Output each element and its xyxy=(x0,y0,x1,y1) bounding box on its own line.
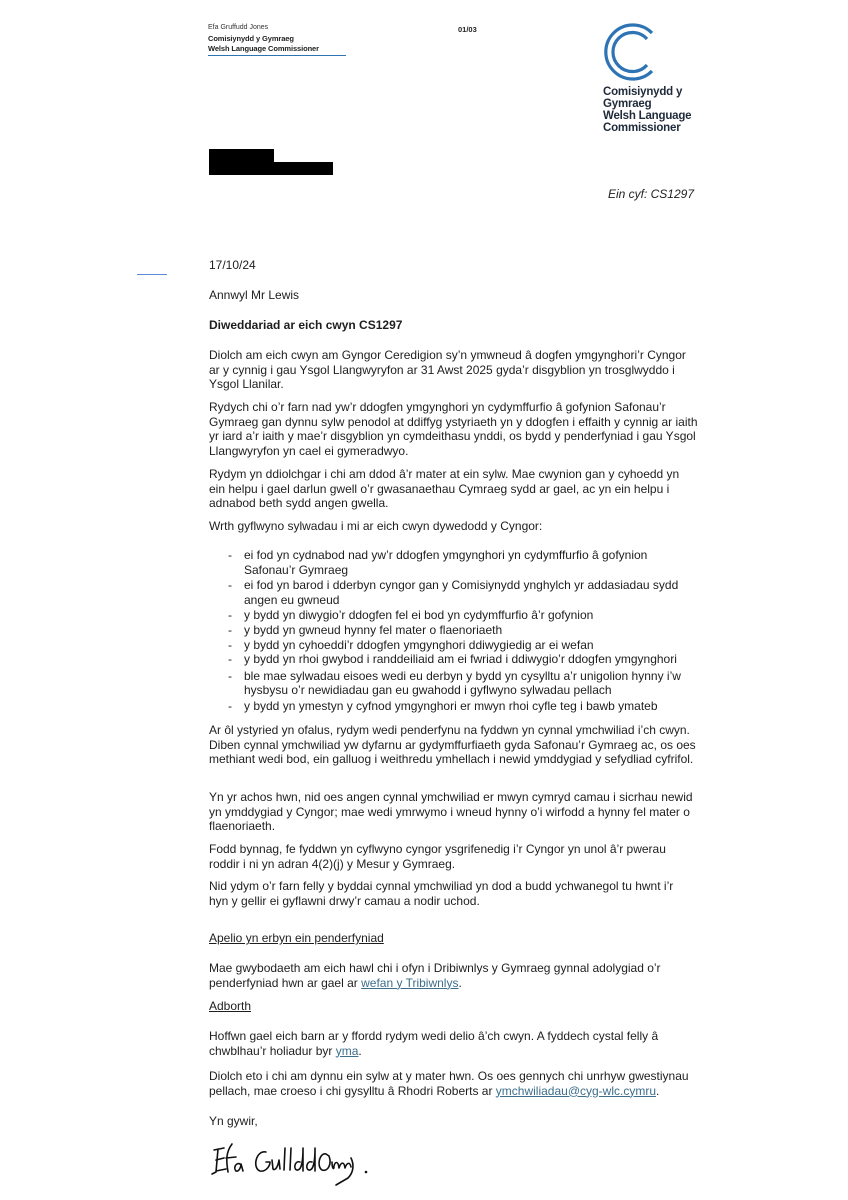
paragraph-intro: Diolch am eich cwyn am Gyngor Ceredigion sy’n ymwneud â dogfen ymgynghori’r Cyngor ar y cynnig i gau Ysgol Llangwyryfon ar 31 Awst 2025 gyda’r disgyblion yn trosglwyddo i Ysgol Llanilar. xyxy=(209,348,686,392)
dash-bullet: - xyxy=(228,652,232,667)
feedback-heading: Adborth xyxy=(209,999,252,1013)
list-item: - y bydd yn diwygio’r ddogfen fel ei bod yn cydymffurfio â’r gofynion xyxy=(228,608,594,623)
paragraph-decision: Ar ôl ystyried yn ofalus, rydym wedi penderfynu na fyddwn yn cynnal ymchwiliad i’ch cwyn. Diben cynnal ymchwiliad yw dyfarnu ar gydymffurfiaeth gyda Safonau’r Gymraeg ac, os oes methiant wedi bod, ein galluog i weithredu ymhellach i newid ymddygiad y sefydliad cyfrifol. xyxy=(209,723,696,767)
redacted-recipient-name xyxy=(209,149,274,162)
logo-line: Welsh Language xyxy=(603,110,692,122)
paragraph-written-advice: Fodd bynnag, fe fyddwn yn cyflwyno cyngor ysgrifenedig i’r Cyngor yn unol â’r pwerau roddir i ni yn adran 4(2)(j) y Mesur y Gymraeg. xyxy=(209,842,666,871)
redacted-recipient-address xyxy=(209,162,333,175)
list-item: - y bydd yn ymestyn y cyfnod ymgynghori er mwyn rhoi cyfle teg i bawb ymateb xyxy=(228,698,658,713)
dash-bullet: - xyxy=(228,622,232,637)
list-item: - ble mae sylwadau eisoes wedi eu derbyn y bydd yn cysylltu a’r unigolion hynny i’w hysbysu o’r newidiadau gan eu gwahodd i gyflwyno sylwadau pellach xyxy=(228,668,681,698)
paragraph-thanks: Rydym yn ddiolchgar i chi am ddod â’r mater at ein sylw. Mae cwynion gan y cyhoedd yn ein helpu i gael darlun gwell o’r gwasanaethau Cymraeg sydd ar gael, ac yn ein helpu i adnabod beth sydd angen gwella. xyxy=(209,467,680,511)
logo-wordmark xyxy=(603,86,691,134)
list-item: - ei fod yn barod i dderbyn cyngor gan y Comisiynydd ynghylch yr addasiadau sydd angen eu gwneud xyxy=(228,578,679,607)
logo-line: Gymraeg xyxy=(603,98,652,110)
letter-date: 17/10/24 xyxy=(209,258,256,272)
org-name-welsh: Comisiynydd y Gymraeg xyxy=(208,34,294,43)
header-divider xyxy=(208,55,346,56)
logo-line: Commissioner xyxy=(603,122,681,134)
paragraph-complaint-summary: Rydych chi o’r farn nad yw’r ddogfen ymgynghori yn cydymffurfio â gofynion Safonau’r Gymraeg gan dynnu sylw penodol at ddiffyg ystyriaeth yn y ddogfen i effaith y cynnig ar iaith yr iard a’r iaith y mae’r disgyblion yn cymdeithasu ynddi, os bydd y penderfyniad i gau Ysgol Llangwyryfon yn cael ei gymeradwyo. xyxy=(209,400,698,458)
paragraph-no-further-benefit: Nid ydym o’r farn felly y byddai cynnal ymchwiliad yn dod a budd ychwanegol tu hwnt i’r hyn y gellir ei gyflawni drwy’r camau a nodir uchod. xyxy=(209,879,674,908)
council-points-list xyxy=(209,548,684,714)
dash-bullet: - xyxy=(228,548,232,562)
page-number: 01/03 xyxy=(458,25,477,34)
sign-off: Yn gywir, xyxy=(209,1114,258,1128)
logo-line: Comisiynydd y xyxy=(603,86,683,98)
survey-link[interactable]: yma xyxy=(335,1043,359,1058)
dash-bullet: - xyxy=(228,698,232,713)
tribunal-website-link[interactable]: wefan y Tribiwnlys xyxy=(361,975,459,990)
dash-bullet: - xyxy=(228,668,232,683)
list-item: - y bydd yn gwneud hynny fel mater o flaenoriaeth xyxy=(228,622,503,637)
paragraph-council-response-intro: Wrth gyflwyno sylwadau i mi ar eich cwyn dywedodd y Cyngor: xyxy=(209,519,543,533)
handwritten-signature-icon xyxy=(208,1138,378,1193)
paragraph-appeal: Mae gwybodaeth am eich hawl chi i ofyn i Dribiwnlys y Gymraeg gynnal adolygiad o’r penderfyniad hwn ar gael ar wefan y Tribiwnlys. xyxy=(209,961,661,990)
email-link[interactable]: ymchwiliadau@cyg-wlc.cymru xyxy=(495,1083,657,1098)
list-item: - ei fod yn cydnabod nad yw’r ddogfen ymgynghori yn cydymffurfio â gofynion Safonau’r Gymraeg xyxy=(228,548,648,577)
paragraph-reasoning: Yn yr achos hwn, nid oes angen cynnal ymchwiliad er mwyn cymryd camau i sicrhau newid yn ymddygiad y Cyngor; mae wedi ymrwymo i wneud hynny o’i wirfodd a hynny fel mater o flaenoriaeth. xyxy=(209,790,693,834)
margin-marker xyxy=(137,274,167,275)
paragraph-feedback: Hoffwn gael eich barn ar y ffordd rydym wedi delio â’ch cwyn. A fyddech cystal felly â chwblhau’r holiadur byr yma. xyxy=(209,1029,659,1058)
list-item: - y bydd yn rhoi gwybod i randdeiliaid am ei fwriad i ddiwygio’r ddogfen ymgynghori xyxy=(228,652,677,667)
sender-name: Efa Gruffudd Jones xyxy=(208,24,269,31)
dash-bullet: - xyxy=(228,608,232,623)
dash-bullet: - xyxy=(228,578,232,593)
dash-bullet: - xyxy=(228,637,232,652)
list-item: - y bydd yn cyhoeddi’r ddogfen ymgynghori ddiwygiedig ar ei wefan xyxy=(228,637,594,652)
commissioner-c-logo-icon xyxy=(600,20,664,84)
reference-number: Ein cyf: CS1297 xyxy=(607,187,694,201)
appeal-heading: Apelio yn erbyn ein penderfyniad xyxy=(209,931,384,945)
paragraph-closing: Diolch eto i chi am dynnu ein sylw at y mater hwn. Os oes gennych chi unrhyw gwestiynau pellach, mae croeso i chi gysylltu â Rhodri Roberts ar ymchwiliadau@cyg-wlc.cymru. xyxy=(209,1069,689,1098)
org-name-english: Welsh Language Commissioner xyxy=(208,44,319,53)
salutation: Annwyl Mr Lewis xyxy=(209,288,300,302)
subject-heading: Diweddariad ar eich cwyn CS1297 xyxy=(209,318,403,332)
